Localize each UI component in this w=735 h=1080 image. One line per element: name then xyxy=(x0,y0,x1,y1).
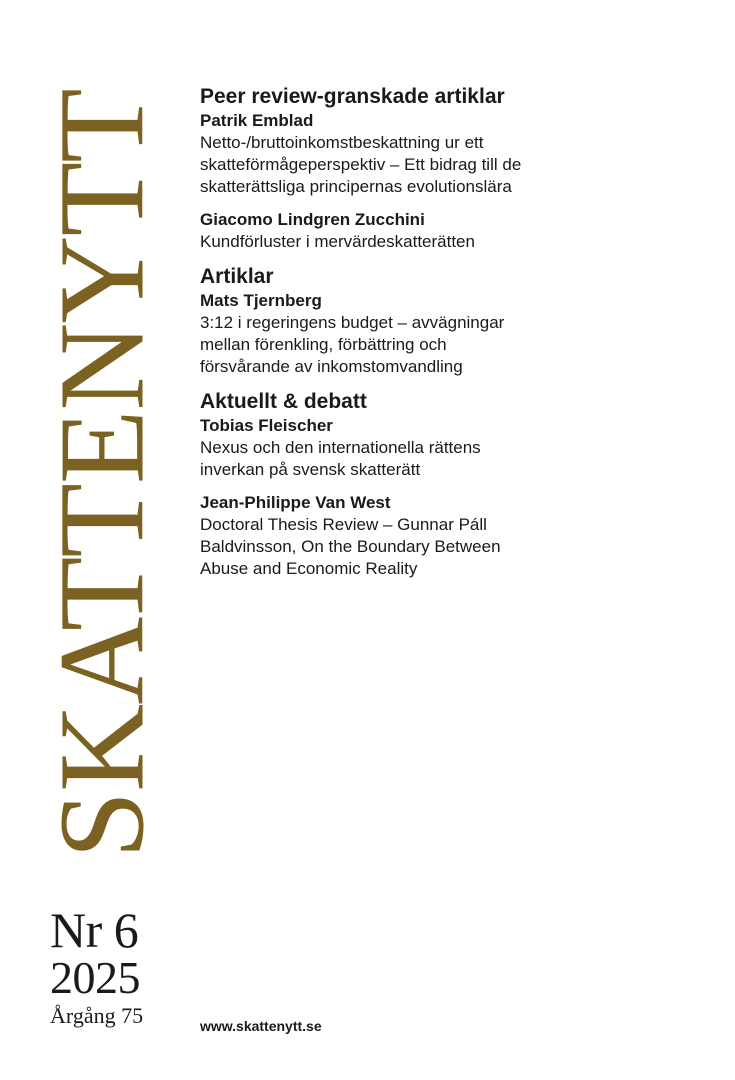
issue-volume: Årgång 75 xyxy=(50,1003,144,1028)
toc-entry xyxy=(200,415,700,481)
entry-title-line: skatteförmågeperspektiv – Ett bidrag till de xyxy=(200,155,522,174)
entry-title-line: Baldvinsson, On the Boundary Between xyxy=(200,537,501,556)
section-title: Peer review-granskade artiklar xyxy=(200,85,505,108)
entry-author: Mats Tjernberg xyxy=(200,291,322,310)
entry-author: Giacomo Lindgren Zucchini xyxy=(200,210,425,229)
section-title: Aktuellt & debatt xyxy=(200,390,367,413)
entry-title-line: skatterättsliga principernas evolutionslära xyxy=(200,177,512,196)
entry-title-line: Kundförluster i mervärdeskatterätten xyxy=(200,232,475,251)
entry-author: Tobias Fleischer xyxy=(200,416,333,435)
section-peer-review xyxy=(200,84,700,253)
section-artiklar xyxy=(200,264,700,378)
entry-title-line: Nexus och den internationella rättens xyxy=(200,438,481,457)
toc-entry xyxy=(200,110,700,198)
entry-title-line: Netto-/bruttoinkomstbeskattning ur ett xyxy=(200,133,484,152)
entry-title-line: försvårande av inkomstomvandling xyxy=(200,357,463,376)
issue-year: 2025 xyxy=(50,952,140,1003)
entry-title-line: mellan förenkling, förbättring och xyxy=(200,335,447,354)
masthead-title: SKATTENYTT xyxy=(34,89,170,859)
entry-title-line: 3:12 i regeringens budget – avvägningar xyxy=(200,313,505,332)
entry-title-line: inverkan på svensk skatterätt xyxy=(200,460,421,479)
issue-info xyxy=(50,902,190,1029)
entry-author: Patrik Emblad xyxy=(200,111,314,130)
entry-author: Jean-Philippe Van West xyxy=(200,493,391,512)
section-aktuellt-debatt xyxy=(200,389,700,580)
entry-title-line: Doctoral Thesis Review – Gunnar Páll xyxy=(200,515,487,534)
issue-number: Nr 6 xyxy=(50,902,139,958)
toc-entry xyxy=(200,290,700,378)
section-title: Artiklar xyxy=(200,265,274,288)
masthead-container xyxy=(34,55,170,893)
toc-entry xyxy=(200,492,700,580)
toc-entry xyxy=(200,209,700,253)
website-link[interactable]: www.skattenytt.se xyxy=(200,1018,322,1034)
table-of-contents xyxy=(200,84,700,591)
entry-title-line: Abuse and Economic Reality xyxy=(200,559,418,578)
